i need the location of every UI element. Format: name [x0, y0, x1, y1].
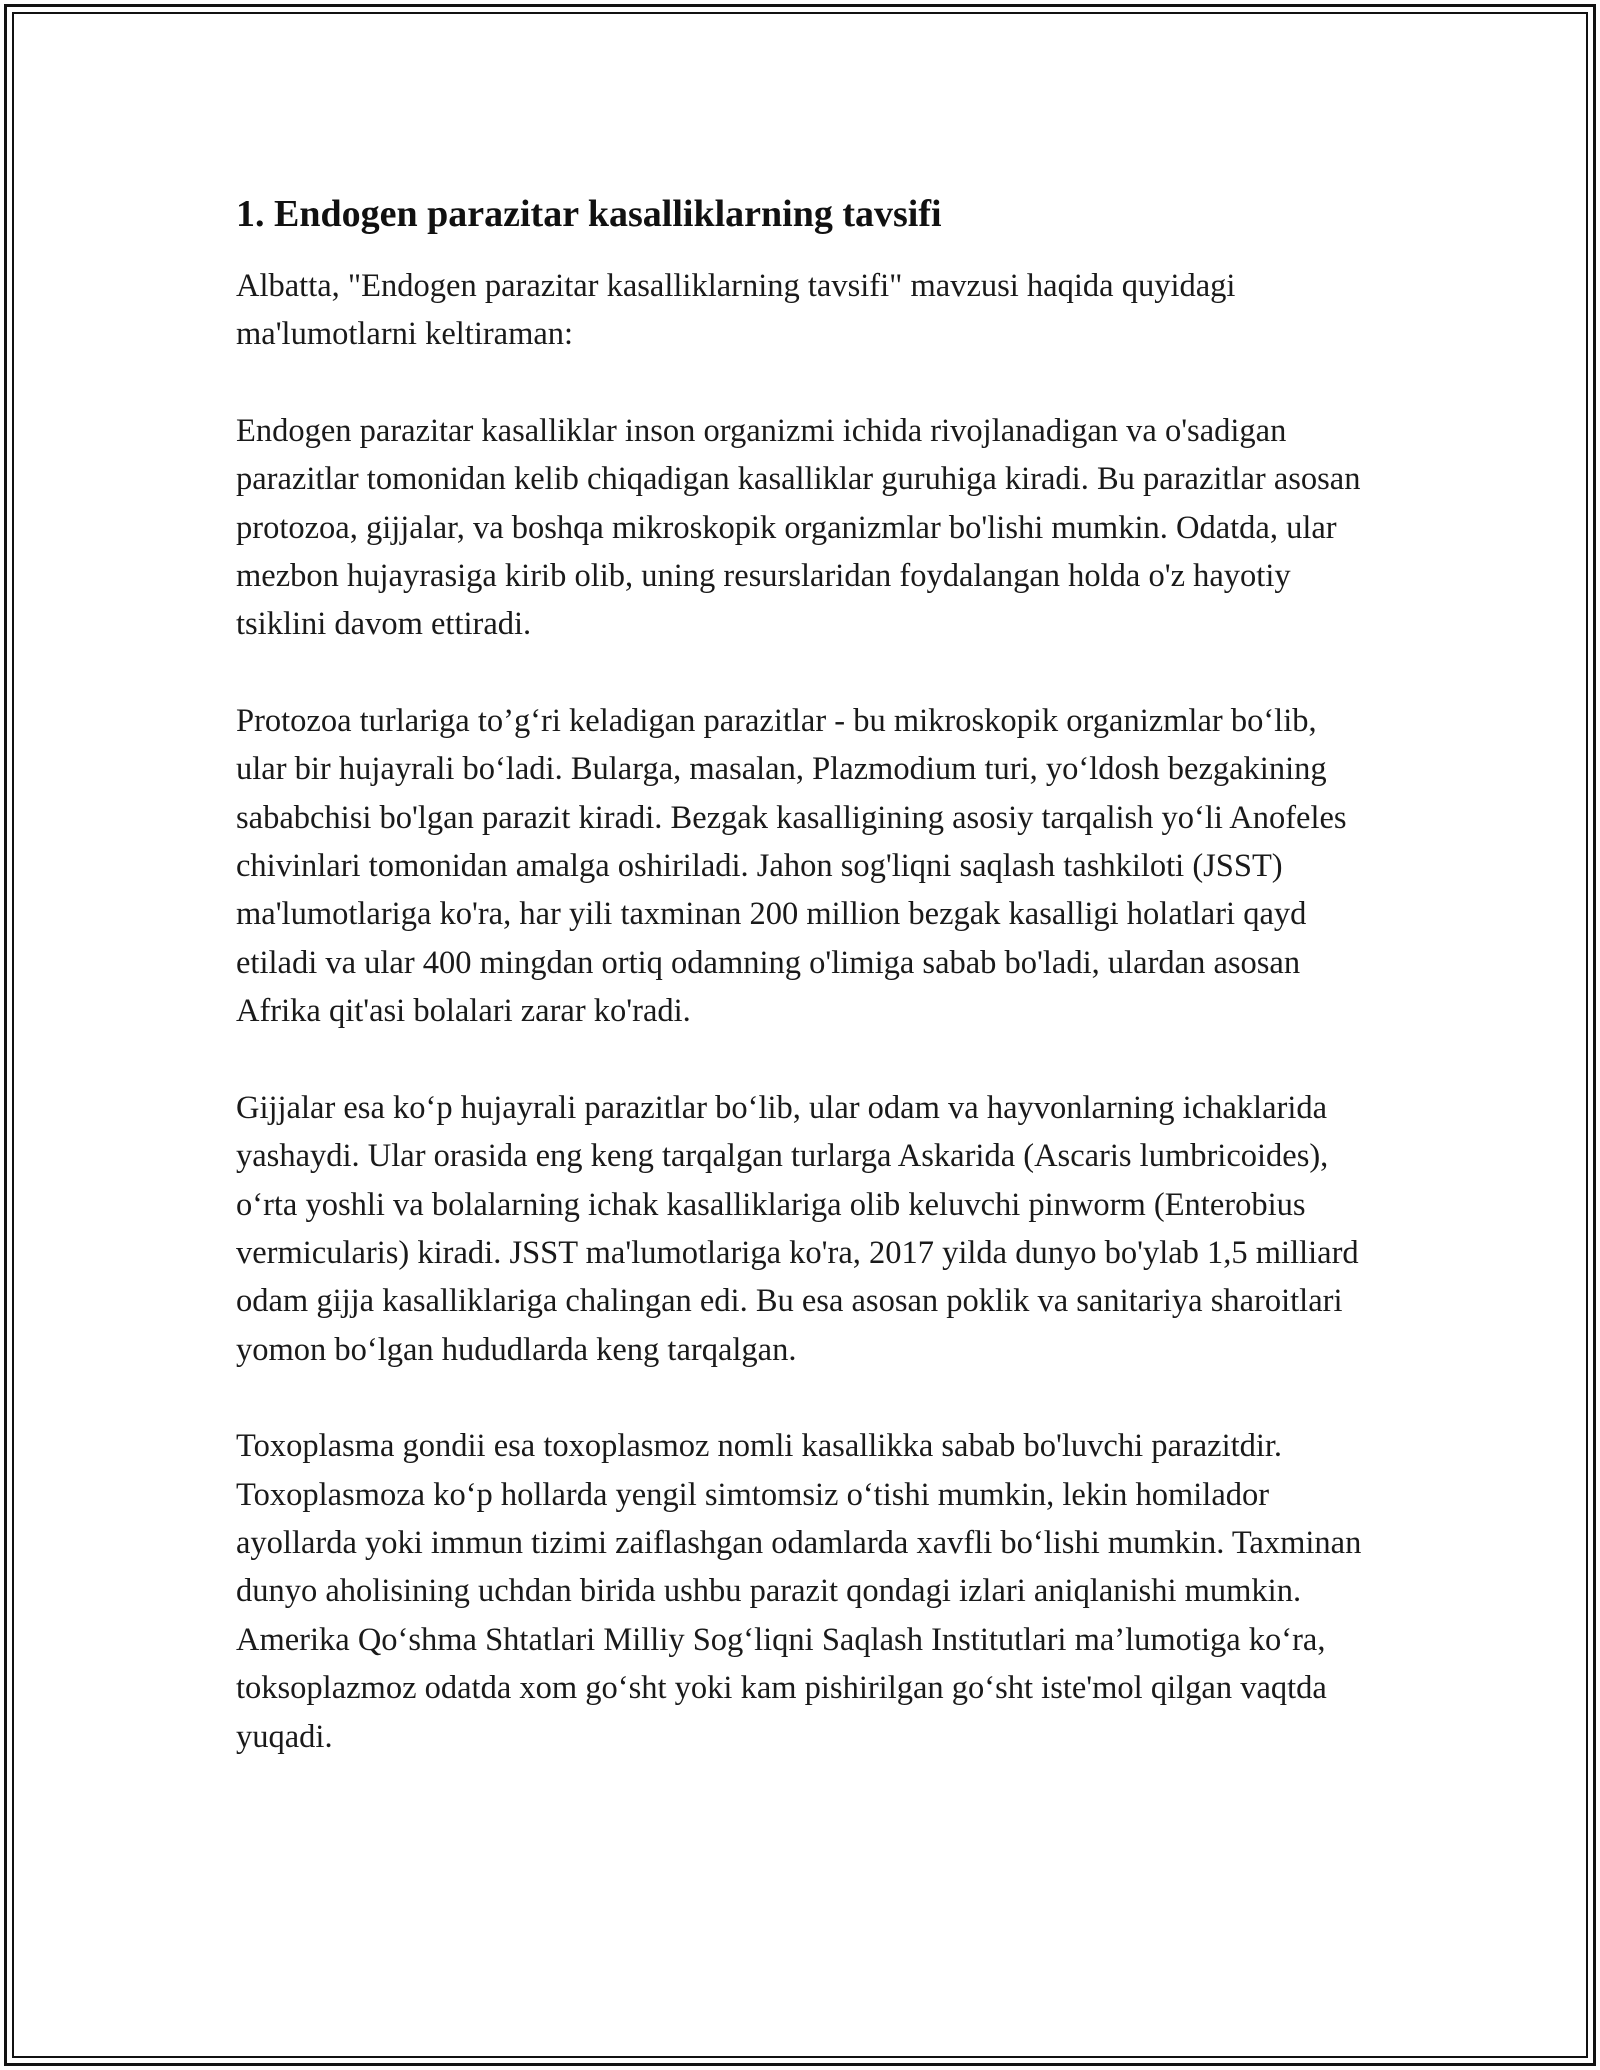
document-title: 1. Endogen parazitar kasalliklarning tavsifi [236, 193, 942, 235]
document-body [236, 188, 1366, 1809]
paragraph-protozoa: Protozoa turlariga to’g‘ri keladigan parazitlar - bu mikroskopik organizmlar bo‘lib, ular bir hujayrali bo‘ladi. Bularga, masalan, Plazmodium turi, yo‘ldosh bezgakining sababchisi bo'lgan parazit kiradi. Bezgak kasalligining asosiy tarqalish yo‘li Anofeles chivinlari tomonidan amalga oshiriladi. Jahon sog'liqni saqlash tashkiloti (JSST) ma'lumotlariga ko'ra, har yili taxminan 200 million bezgak kasalligi holatlari qayd etiladi va ular 400 mingdan ortiq odamning o'limiga sabab bo'ladi, ulardan asosan Afrika qit'asi bolalari zarar ko'radi. [236, 702, 1347, 1030]
paragraph-helminths: Gijjalar esa ko‘p hujayrali parazitlar bo‘lib, ular odam va hayvonlarning ichaklarida yashaydi. Ular orasida eng keng tarqalgan turlarga Askarida (Ascaris lumbricoides), o‘rta yoshli va bolalarning ichak kasalliklariga olib keluvchi pinworm (Enterobius vermicularis) kiradi. JSST ma'lumotlariga ko'ra, 2017 yilda dunyo bo'ylab 1,5 milliard odam gijja kasalliklariga chalingan edi. Bu esa asosan poklik va sanitariya sharoitlari yomon bo‘lgan hududlarda keng tarqalgan. [236, 1089, 1359, 1368]
paragraph-intro: Albatta, "Endogen parazitar kasalliklarning tavsifi" mavzusi haqida quyidagi ma'lumotlarni keltiraman: [236, 268, 1236, 353]
paragraph-definition: Endogen parazitar kasalliklar inson organizmi ichida rivojlanadigan va o'sadigan parazitlar tomonidan kelib chiqadigan kasalliklar guruhiga kiradi. Bu parazitlar asosan protozoa, gijjalar, va boshqa mikroskopik organizmlar bo'lishi mumkin. Odatda, ular mezbon hujayrasiga kirib olib, uning resurslaridan foydalangan holda o'z hayotiy tsiklini davom ettiradi. [236, 412, 1361, 643]
paragraph-toxoplasma: Toxoplasma gondii esa toxoplasmoz nomli kasallikka sabab bo'luvchi parazitdir. Toxoplasmoza ko‘p hollarda yengil simtomsiz o‘tishi mumkin, lekin homilador ayollarda yoki immun tizimi zaiflashgan odamlarda xavfli bo‘lishi mumkin. Taxminan dunyo aholisining uchdan birida ushbu parazit qondagi izlari aniqlanishi mumkin. Amerika Qo‘shma Shtatlari Milliy Sog‘liqni Saqlash Institutlari ma’lumotiga ko‘ra, toksoplazmoz odatda xom go‘sht yoki kam pishirilgan go‘sht iste'mol qilgan vaqtda yuqadi. [236, 1428, 1362, 1755]
